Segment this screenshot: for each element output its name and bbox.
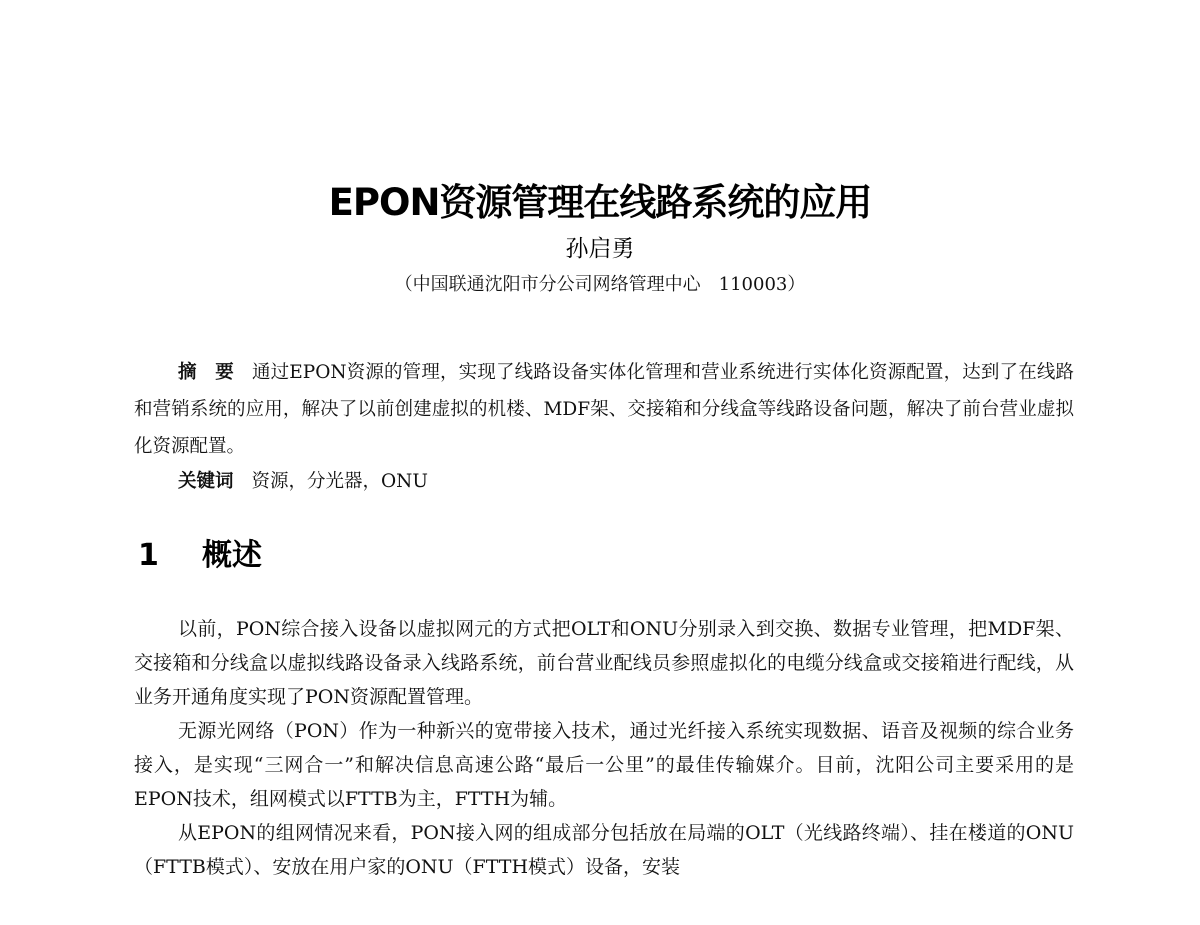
keywords-label: 关键词 (178, 471, 234, 492)
section-title: 概述 (202, 538, 262, 573)
section-number: 1 (138, 538, 159, 573)
section-heading (138, 530, 262, 574)
section-body (134, 612, 1074, 884)
abstract-text: 通过EPON资源的管理，实现了线路设备实体化管理和营业系统进行实体化资源配置，达到了在线路和营销系统的应用，解决了以前创建虚拟的机楼、MDF架、交接箱和分线盒等线路设备问题，解决了前台营业虚拟化资源配置。 (134, 362, 1074, 457)
body-paragraph: 从EPON的组网情况来看，PON接入网的组成部分包括放在局端的OLT（光线路终端）、挂在楼道的ONU（FTTB模式）、安放在用户家的ONU（FTTH模式）设备，安装 (134, 822, 1074, 878)
author-affiliation: （中国联通沈阳市分公司网络管理中心 110003） (394, 274, 806, 295)
author-name: 孙启勇 (565, 236, 635, 262)
abstract (134, 354, 1074, 465)
body-paragraph: 无源光网络（PON）作为一种新兴的宽带接入技术，通过光纤接入系统实现数据、语音及视频的综合业务接入，是实现“三网合一”和解决信息高速公路“最后一公里”的最佳传输媒介。目前，沈阳公司主要采用的是EPON技术，组网模式以FTTB为主，FTTH为辅。 (134, 720, 1074, 810)
body-paragraph: 以前，PON综合接入设备以虚拟网元的方式把OLT和ONU分别录入到交换、数据专业管理，把MDF架、交接箱和分线盒以虚拟线路设备录入线路系统，前台营业配线员参照虚拟化的电缆分线盒或交接箱进行配线，从业务开通角度实现了PON资源配置管理。 (134, 618, 1074, 708)
keywords-text: 资源，分光器，ONU (251, 471, 428, 492)
paper-title: EPON资源管理在线路系统的应用 (328, 181, 872, 224)
keywords (134, 465, 1074, 499)
abstract-label: 摘 要 (178, 362, 234, 383)
